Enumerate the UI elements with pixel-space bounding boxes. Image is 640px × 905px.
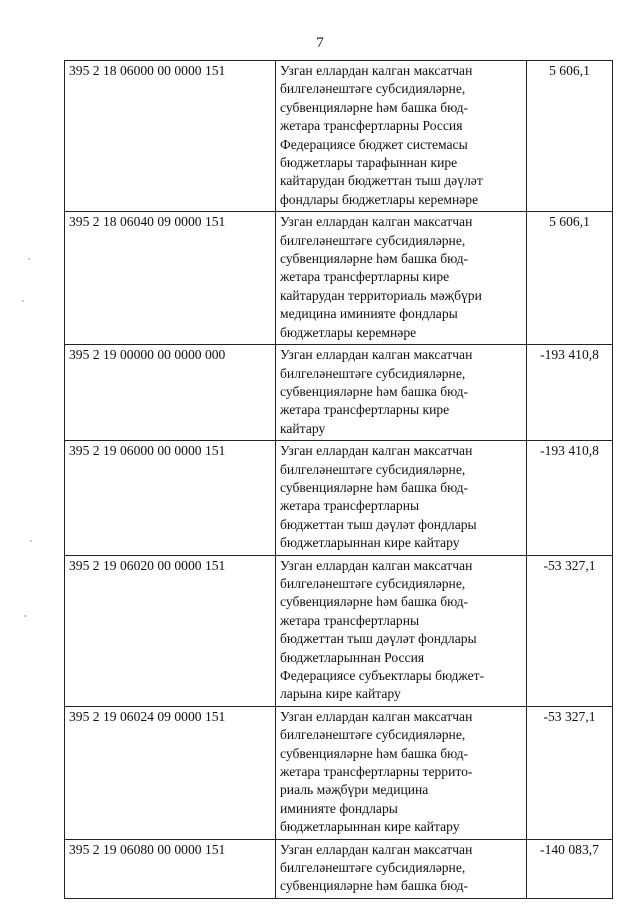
description-line: медицина иминияте фондлары xyxy=(280,306,458,322)
budget-code-cell: 395 2 18 06000 00 0000 151 xyxy=(65,61,276,212)
description-line: жетара трансфертларны xyxy=(280,498,420,514)
description-line: билгеләнештәге субсидияләрне, xyxy=(280,860,466,876)
description-line: иминияте фондлары xyxy=(280,800,398,816)
description-line: Федерациясе бюджет системасы xyxy=(280,136,468,152)
description-line: субвенцияләрне һәм башка бюд- xyxy=(280,745,469,761)
description-line: билгеләнештәге субсидияләрне, xyxy=(280,365,466,381)
description-line: риаль мәҗбүри медицина xyxy=(280,782,429,798)
description-line: жетара трансфертларны кире xyxy=(280,402,450,418)
description-line: ларына кире кайтару xyxy=(280,686,401,702)
budget-code-cell: 395 2 19 06000 00 0000 151 xyxy=(65,441,276,555)
description-cell xyxy=(276,839,527,898)
scan-speck xyxy=(30,540,32,542)
scan-speck xyxy=(24,615,26,617)
description-line: бюджетларыннан кире кайтару xyxy=(280,535,460,551)
description-line: субвенцияләрне һәм башка бюд- xyxy=(280,479,469,495)
description-line: бюджеттан тыш дәүләт фондлары xyxy=(280,516,477,532)
description-line: жетара трансфертларны террито- xyxy=(280,764,473,780)
table-row xyxy=(65,706,613,839)
description-line: субвенцияләрне һәм башка бюд- xyxy=(280,251,469,267)
amount-cell: 5 606,1 xyxy=(527,212,613,345)
description-line: бюджетларыннан кире кайтару xyxy=(280,819,460,835)
description-line: бюджетларыннан Россия xyxy=(280,649,425,665)
description-line: фондлары бюджетлары керемнәре xyxy=(280,191,479,207)
table-row xyxy=(65,61,613,212)
description-line: Узган еллардан калган максатчан xyxy=(280,557,473,573)
amount-cell: 5 606,1 xyxy=(527,61,613,212)
budget-code-cell: 395 2 19 06020 00 0000 151 xyxy=(65,555,276,706)
budget-table xyxy=(64,60,613,899)
description-line: субвенцияләрне һәм башка бюд- xyxy=(280,383,469,399)
description-line: билгеләнештәге субсидияләрне, xyxy=(280,727,466,743)
table-row xyxy=(65,212,613,345)
description-cell xyxy=(276,706,527,839)
description-line: кайтарудан бюджеттан тыш дәүләт xyxy=(280,173,483,189)
description-line: Федерациясе субъектлары бюджет- xyxy=(280,668,485,683)
description-line: билгеләнештәге субсидияләрне, xyxy=(280,461,466,477)
description-cell xyxy=(276,555,527,706)
description-line: билгеләнештәге субсидияләрне, xyxy=(280,575,466,591)
budget-table-body xyxy=(65,61,613,899)
scan-speck xyxy=(22,300,24,302)
description-line: бюджетлары тарафыннан кире xyxy=(280,155,458,171)
amount-cell: -53 327,1 xyxy=(527,555,613,706)
description-line: кайтарудан территориаль мәҗбүри xyxy=(280,287,482,303)
description-cell xyxy=(276,212,527,345)
table-row xyxy=(65,441,613,555)
description-line: кайтару xyxy=(280,420,326,436)
table-row xyxy=(65,839,613,898)
description-line: Узган еллардан калган максатчан xyxy=(280,63,473,78)
amount-cell: -140 083,7 xyxy=(527,839,613,898)
budget-code-cell: 395 2 19 06024 09 0000 151 xyxy=(65,706,276,839)
budget-code-cell: 395 2 18 06040 09 0000 151 xyxy=(65,212,276,345)
description-cell xyxy=(276,441,527,555)
description-line: Узган еллардан калган максатчан xyxy=(280,708,473,724)
description-cell xyxy=(276,61,527,212)
description-line: билгеләнештәге субсидияләрне, xyxy=(280,81,466,97)
description-line: Узган еллардан калган максатчан xyxy=(280,347,473,363)
description-line: билгеләнештәге субсидияләрне, xyxy=(280,232,466,248)
description-line: субвенцияләрне һәм башка бюд- xyxy=(280,99,469,115)
description-line: Узган еллардан калган максатчан xyxy=(280,443,473,459)
scan-speck xyxy=(28,258,30,260)
amount-cell: -193 410,8 xyxy=(527,345,613,441)
description-line: Узган еллардан калган максатчан xyxy=(280,841,473,857)
table-row xyxy=(65,555,613,706)
budget-code-cell: 395 2 19 06080 00 0000 151 xyxy=(65,839,276,898)
page-number: 7 xyxy=(316,35,324,51)
description-line: субвенцияләрне һәм башка бюд- xyxy=(280,594,469,610)
description-line: Узган еллардан калган максатчан xyxy=(280,214,473,230)
description-line: бюджетлары керемнәре xyxy=(280,324,417,340)
amount-cell: -53 327,1 xyxy=(527,706,613,839)
budget-code-cell: 395 2 19 00000 00 0000 000 xyxy=(65,345,276,441)
table-row xyxy=(65,345,613,441)
description-line: жетара трансфертларны xyxy=(280,612,420,628)
amount-cell: -193 410,8 xyxy=(527,441,613,555)
description-line: жетара трансфертларны кире xyxy=(280,269,450,285)
description-line: субвенцияләрне һәм башка бюд- xyxy=(280,878,469,894)
description-cell xyxy=(276,345,527,441)
description-line: бюджеттан тыш дәүләт фондлары xyxy=(280,631,477,647)
description-line: жетара трансфертларны Россия xyxy=(280,118,463,134)
